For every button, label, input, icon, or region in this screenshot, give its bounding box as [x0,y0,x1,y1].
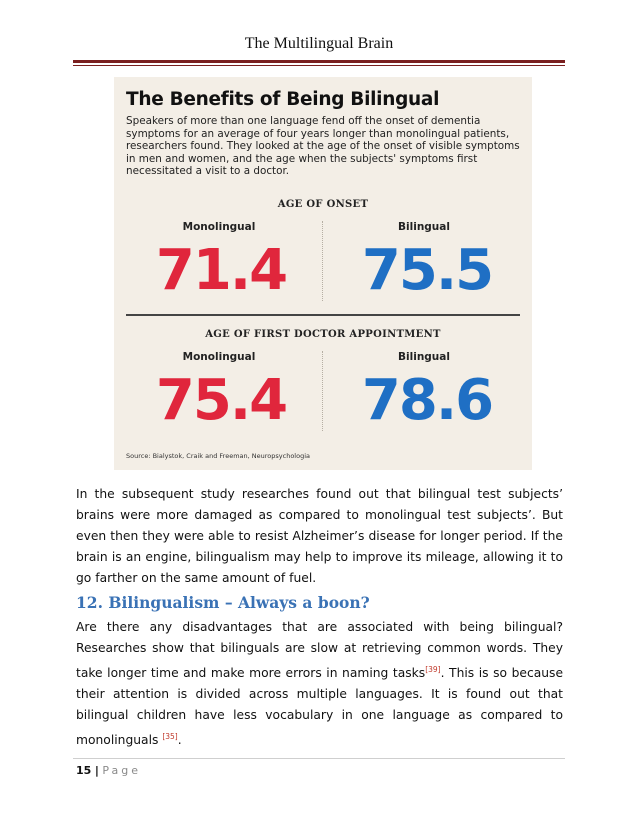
page-number: 15 [76,764,92,777]
doctor-bilingual-label: Bilingual [398,351,450,363]
section-heading: 12. Bilingualism – Always a boon? [76,593,370,612]
paragraph-disadvantages [76,617,563,751]
header-rule-thin [73,65,565,66]
doctor-monolingual-label: Monolingual [182,351,256,363]
para2-text-2: . This is so because their attention is divided across multiple languages. It is found out that bilingual children have less vocabulary in one language as compared to monolinguals [76,666,564,747]
footer-rule [73,758,565,759]
infographic [114,77,532,470]
doctor-monolingual-value: 75.4 [155,368,287,433]
infographic-title: The Benefits of Being Bilingual [126,89,440,110]
page-header-title: The Multilingual Brain [244,35,394,52]
onset-bilingual-label: Bilingual [398,221,450,233]
para2-text-1: Are there any disadvantages that are associated with being bilingual? Researches show that bilinguals are slow at retrieving common words. They take longer time and make more errors in naming tasks [76,620,563,680]
infographic-description: Speakers of more than one language fend off the onset of dementia symptoms for an average of four years longer than monolingual patients, researchers found. They looked at the age of the onset of visible symptoms in men and women, and the age when the subjects' symptoms first necessitated a visit to a doctor. [126,115,520,178]
section-divider [126,314,520,316]
onset-monolingual-value: 71.4 [155,238,287,303]
citation-39: [39] [425,665,441,674]
footer-page-number [76,764,141,777]
onset-dotted-divider [322,221,323,301]
onset-heading: AGE OF ONSET [277,199,369,210]
page-separator: | [94,764,99,777]
para2-text-3: . [177,733,182,747]
doctor-bilingual-value: 78.6 [361,368,493,433]
doctor-heading: AGE OF FIRST DOCTOR APPOINTMENT [205,329,441,340]
header-rule [73,60,565,63]
doctor-dotted-divider [322,351,323,431]
onset-monolingual-label: Monolingual [182,221,256,233]
paragraph-alzheimers: In the subsequent study researches found out that bilingual test subjects’ brains were more damaged as compared to monolingual test subjects’. But even then they were able to resist Alzheimer’s disease for longer period. If the brain is an engine, bilingualism may help to improve its mileage, allowing it to go farther on the same amount of fuel. [76,487,563,585]
citation-35: [35] [162,732,178,741]
onset-bilingual-value: 75.5 [361,238,493,303]
infographic-source: Source: Bialystok, Craik and Freeman, Neuropsychologia [126,452,310,460]
page-word: Page [102,764,141,777]
